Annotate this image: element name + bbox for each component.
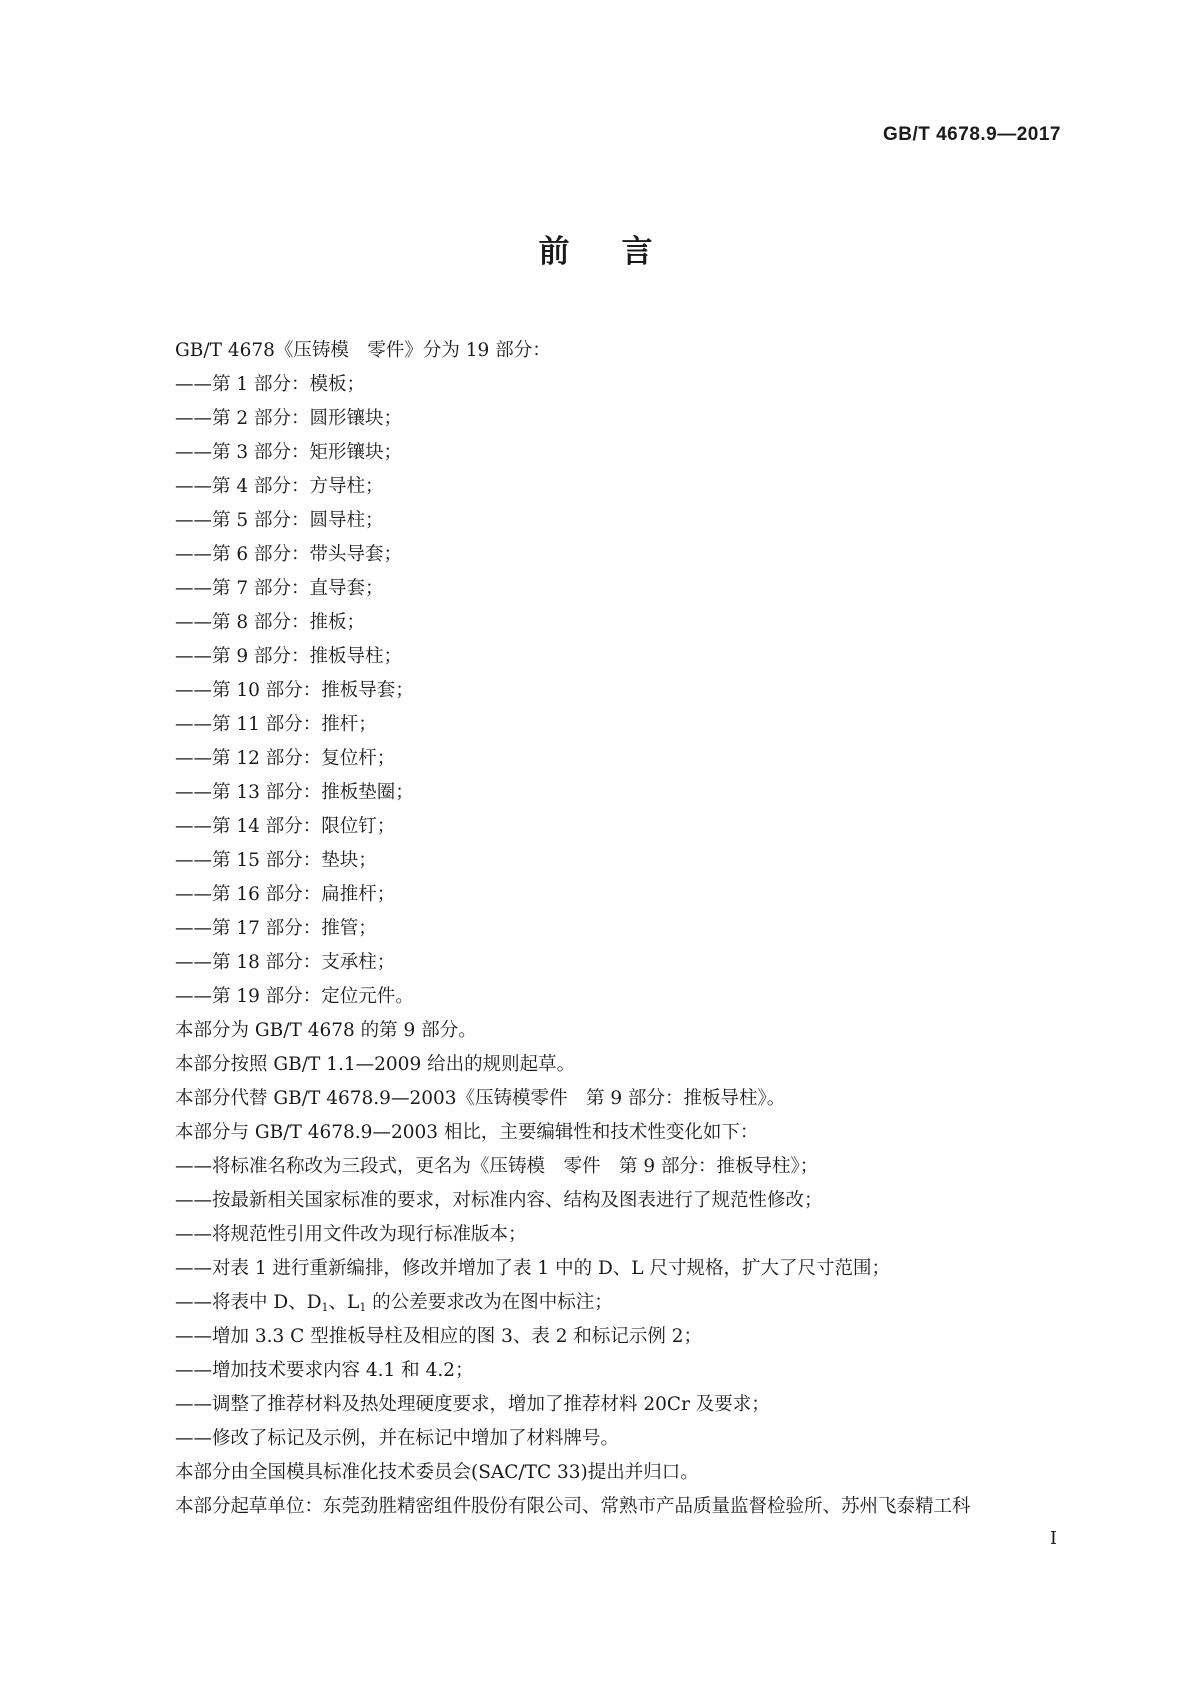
change-item: ——按最新相关国家标准的要求，对标准内容、结构及图表进行了规范性修改； <box>175 1190 823 1211</box>
list-item: ——第 8 部分：推板； <box>175 612 366 633</box>
list-item: ——第 5 部分：圆导柱； <box>175 510 384 531</box>
statement-line: 本部分为 GB/T 4678 的第 9 部分。 <box>175 1020 477 1041</box>
list-item: ——第 1 部分：模板； <box>175 374 366 395</box>
statement-line: 本部分按照 GB/T 1.1—2009 给出的规则起草。 <box>175 1054 576 1075</box>
change-item: ——对表 1 进行重新编排，修改并增加了表 1 中的 D、L 尺寸规格，扩大了尺寸范围； <box>175 1258 890 1279</box>
list-item: ——第 17 部分：推管； <box>175 918 377 939</box>
list-item: ——第 15 部分：垫块； <box>175 850 377 871</box>
page-title <box>0 226 1191 271</box>
change-item: ——增加 3.3 C 型推板导柱及相应的图 3、表 2 和标记示例 2； <box>175 1326 703 1347</box>
change-item: ——增加技术要求内容 4.1 和 4.2； <box>175 1360 474 1381</box>
list-item: ——第 7 部分：直导套； <box>175 578 384 599</box>
change-item: ——将标准名称改为三段式，更名为《压铸模 零件 第 9 部分：推板导柱》； <box>175 1156 819 1177</box>
closing-line: 本部分起草单位：东莞劲胜精密组件股份有限公司、常熟市产品质量监督检验所、苏州飞泰精工科 <box>175 1496 971 1517</box>
change-text: 的公差要求改为在图中标注； <box>366 1292 613 1313</box>
list-item: ——第 10 部分：推板导套； <box>175 680 414 701</box>
list-item: ——第 11 部分：推杆； <box>175 714 377 735</box>
list-item: ——第 12 部分：复位杆； <box>175 748 396 769</box>
statement-line: 本部分与 GB/T 4678.9—2003 相比，主要编辑性和技术性变化如下： <box>175 1122 759 1143</box>
statement-line: 本部分代替 GB/T 4678.9—2003《压铸模零件 第 9 部分：推板导柱》。 <box>175 1088 786 1109</box>
change-text: 、L <box>328 1292 360 1313</box>
page-number: I <box>1049 1528 1057 1549</box>
list-item: ——第 3 部分：矩形镶块； <box>175 442 403 463</box>
list-item: ——第 18 部分：支承柱； <box>175 952 396 973</box>
title-char-2: 言 <box>621 234 653 270</box>
change-text: ——将表中 D、D <box>175 1292 322 1313</box>
list-item: ——第 13 部分：推板垫圈； <box>175 782 414 803</box>
preface-body <box>175 334 1065 1524</box>
intro-line: GB/T 4678《压铸模 零件》分为 19 部分： <box>175 340 551 361</box>
list-item: ——第 9 部分：推板导柱； <box>175 646 403 667</box>
change-item <box>175 1286 1065 1320</box>
title-char-1: 前 <box>538 234 570 270</box>
changes-list <box>175 1150 1065 1456</box>
change-item: ——修改了标记及示例，并在标记中增加了材料牌号。 <box>175 1428 620 1449</box>
list-item: ——第 2 部分：圆形镶块； <box>175 408 403 429</box>
list-item: ——第 4 部分：方导柱； <box>175 476 384 497</box>
change-item: ——调整了推荐材料及热处理硬度要求，增加了推荐材料 20Cr 及要求； <box>175 1394 770 1415</box>
list-item: ——第 14 部分：限位钉； <box>175 816 396 837</box>
change-item: ——将规范性引用文件改为现行标准版本； <box>175 1224 527 1245</box>
list-item: ——第 16 部分：扁推杆； <box>175 884 396 905</box>
list-item: ——第 6 部分：带头导套； <box>175 544 403 565</box>
standard-code: GB/T 4678.9—2017 <box>882 124 1061 145</box>
subscript: 1 <box>359 1301 367 1314</box>
subscript: 1 <box>321 1301 329 1314</box>
closing-line: 本部分由全国模具标准化技术委员会(SAC/TC 33)提出并归口。 <box>175 1462 699 1483</box>
parts-list <box>175 368 1065 1014</box>
list-item: ——第 19 部分：定位元件。 <box>175 986 414 1007</box>
